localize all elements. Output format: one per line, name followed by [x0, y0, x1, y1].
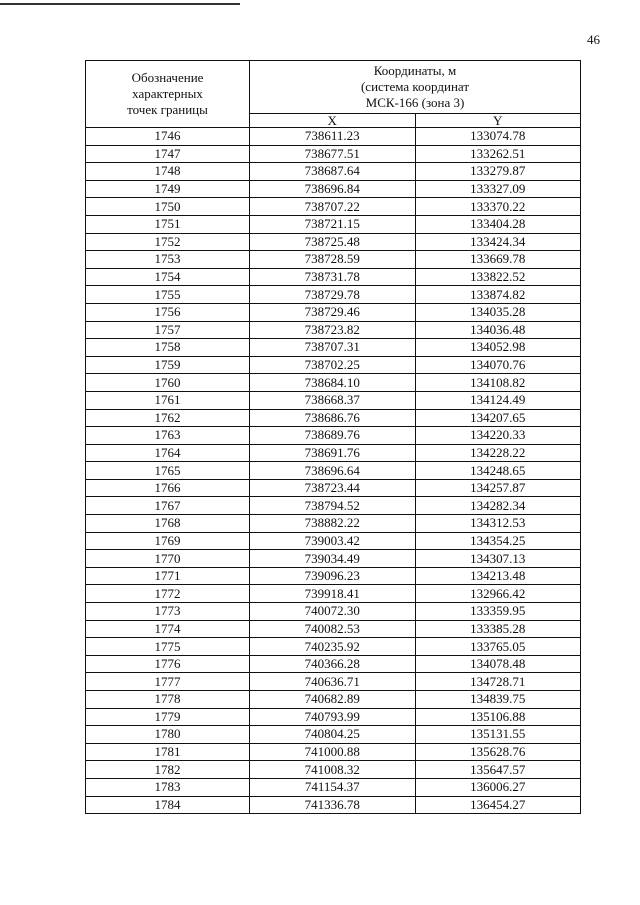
table-row: [86, 673, 581, 691]
point-cell: 1763: [86, 427, 250, 445]
table-row: [86, 444, 581, 462]
x-cell: 741336.78: [250, 796, 416, 814]
table-row: [86, 163, 581, 181]
y-cell: 134220.33: [415, 427, 581, 445]
table-row: [86, 409, 581, 427]
y-cell: 136454.27: [415, 796, 581, 814]
table-row: [86, 532, 581, 550]
x-cell: 738696.84: [250, 180, 416, 198]
y-cell: 133765.05: [415, 638, 581, 656]
x-cell: 740082.53: [250, 620, 416, 638]
table-row: [86, 233, 581, 251]
point-cell: 1765: [86, 462, 250, 480]
x-cell: 738729.46: [250, 303, 416, 321]
x-cell: 739034.49: [250, 550, 416, 568]
point-cell: 1775: [86, 638, 250, 656]
point-cell: 1764: [86, 444, 250, 462]
point-cell: 1748: [86, 163, 250, 181]
x-cell: 738696.64: [250, 462, 416, 480]
y-cell: 134282.34: [415, 497, 581, 515]
point-cell: 1779: [86, 708, 250, 726]
table-row: [86, 567, 581, 585]
table-row: [86, 743, 581, 761]
y-cell: 134052.98: [415, 339, 581, 357]
table-row: [86, 655, 581, 673]
table-row: [86, 180, 581, 198]
x-cell: 738731.78: [250, 268, 416, 286]
x-cell: 740804.25: [250, 726, 416, 744]
page-number: 46: [587, 32, 600, 47]
table-row: [86, 778, 581, 796]
x-cell: 738702.25: [250, 356, 416, 374]
y-cell: 134213.48: [415, 567, 581, 585]
header-coordinates: [250, 61, 581, 114]
y-cell: 134070.76: [415, 356, 581, 374]
y-cell: 135647.57: [415, 761, 581, 779]
y-cell: 135628.76: [415, 743, 581, 761]
point-cell: 1762: [86, 409, 250, 427]
table-row: [86, 374, 581, 392]
point-cell: 1751: [86, 215, 250, 233]
header-x: X: [250, 114, 416, 128]
x-cell: 740793.99: [250, 708, 416, 726]
x-cell: 738686.76: [250, 409, 416, 427]
y-cell: 134354.25: [415, 532, 581, 550]
header-coordinates-line: МСК-166 (зона 3): [365, 95, 465, 110]
table-row: [86, 462, 581, 480]
table-row: [86, 268, 581, 286]
x-cell: 738728.59: [250, 251, 416, 269]
x-cell: 738794.52: [250, 497, 416, 515]
point-cell: 1758: [86, 339, 250, 357]
table-body: [86, 128, 581, 814]
point-cell: 1766: [86, 479, 250, 497]
table-row: [86, 145, 581, 163]
table-row: [86, 198, 581, 216]
point-cell: 1749: [86, 180, 250, 198]
point-cell: 1760: [86, 374, 250, 392]
table-row: [86, 303, 581, 321]
point-cell: 1771: [86, 567, 250, 585]
x-cell: 738707.31: [250, 339, 416, 357]
y-cell: 133385.28: [415, 620, 581, 638]
y-cell: 136006.27: [415, 778, 581, 796]
table-row: [86, 638, 581, 656]
point-cell: 1746: [86, 128, 250, 146]
y-cell: 135131.55: [415, 726, 581, 744]
point-cell: 1780: [86, 726, 250, 744]
x-cell: 740072.30: [250, 603, 416, 621]
x-cell: 738723.82: [250, 321, 416, 339]
table-row: [86, 691, 581, 709]
table-row: [86, 251, 581, 269]
x-cell: 738684.10: [250, 374, 416, 392]
point-cell: 1757: [86, 321, 250, 339]
table-row: [86, 550, 581, 568]
point-cell: 1782: [86, 761, 250, 779]
x-cell: 738677.51: [250, 145, 416, 163]
table-row: [86, 620, 581, 638]
y-cell: 134207.65: [415, 409, 581, 427]
table-header: [86, 61, 581, 128]
table-row: [86, 215, 581, 233]
y-cell: 133822.52: [415, 268, 581, 286]
header-designation: [86, 61, 250, 128]
table-row: [86, 286, 581, 304]
table-row: [86, 356, 581, 374]
table-row: [86, 391, 581, 409]
x-cell: 738729.78: [250, 286, 416, 304]
x-cell: 738723.44: [250, 479, 416, 497]
point-cell: 1768: [86, 515, 250, 533]
y-cell: 134124.49: [415, 391, 581, 409]
x-cell: 738721.15: [250, 215, 416, 233]
y-cell: 135106.88: [415, 708, 581, 726]
x-cell: 738611.23: [250, 128, 416, 146]
y-cell: 134307.13: [415, 550, 581, 568]
y-cell: 134839.75: [415, 691, 581, 709]
point-cell: 1756: [86, 303, 250, 321]
table-row: [86, 708, 581, 726]
point-cell: 1747: [86, 145, 250, 163]
point-cell: 1767: [86, 497, 250, 515]
point-cell: 1778: [86, 691, 250, 709]
table-row: [86, 585, 581, 603]
point-cell: 1774: [86, 620, 250, 638]
point-cell: 1761: [86, 391, 250, 409]
header-designation-line: точек границы: [127, 102, 208, 117]
x-cell: 738725.48: [250, 233, 416, 251]
y-cell: 134312.53: [415, 515, 581, 533]
table-row: [86, 339, 581, 357]
x-cell: 738707.22: [250, 198, 416, 216]
point-cell: 1753: [86, 251, 250, 269]
point-cell: 1769: [86, 532, 250, 550]
y-cell: 134248.65: [415, 462, 581, 480]
table-row: [86, 761, 581, 779]
y-cell: 134728.71: [415, 673, 581, 691]
header-designation-line: Обозначение: [131, 70, 204, 85]
y-cell: 134257.87: [415, 479, 581, 497]
header-coordinates-line: Координаты, м: [373, 63, 457, 78]
x-cell: 740636.71: [250, 673, 416, 691]
header-designation-line: характерных: [132, 86, 203, 101]
y-cell: 134108.82: [415, 374, 581, 392]
header-coordinates-line: (система координат: [360, 79, 470, 94]
table-row: [86, 479, 581, 497]
point-cell: 1750: [86, 198, 250, 216]
point-cell: 1773: [86, 603, 250, 621]
x-cell: 738689.76: [250, 427, 416, 445]
point-cell: 1784: [86, 796, 250, 814]
y-cell: 134228.22: [415, 444, 581, 462]
y-cell: 133327.09: [415, 180, 581, 198]
table-row: [86, 427, 581, 445]
x-cell: 740682.89: [250, 691, 416, 709]
x-cell: 738687.64: [250, 163, 416, 181]
x-cell: 738882.22: [250, 515, 416, 533]
y-cell: 133279.87: [415, 163, 581, 181]
table-row: [86, 796, 581, 814]
point-cell: 1772: [86, 585, 250, 603]
x-cell: 741000.88: [250, 743, 416, 761]
y-cell: 133404.28: [415, 215, 581, 233]
x-cell: 740235.92: [250, 638, 416, 656]
point-cell: 1783: [86, 778, 250, 796]
table-row: [86, 515, 581, 533]
y-cell: 133074.78: [415, 128, 581, 146]
y-cell: 133262.51: [415, 145, 581, 163]
x-cell: 739003.42: [250, 532, 416, 550]
header-row-main: [86, 61, 581, 114]
point-cell: 1781: [86, 743, 250, 761]
table-row: [86, 726, 581, 744]
y-cell: 132966.42: [415, 585, 581, 603]
header-y: Y: [415, 114, 581, 128]
point-cell: 1755: [86, 286, 250, 304]
y-cell: 134036.48: [415, 321, 581, 339]
point-cell: 1754: [86, 268, 250, 286]
top-rule: [0, 3, 240, 5]
table-row: [86, 128, 581, 146]
table-row: [86, 321, 581, 339]
x-cell: 739096.23: [250, 567, 416, 585]
y-cell: 133874.82: [415, 286, 581, 304]
table-row: [86, 603, 581, 621]
y-cell: 133359.95: [415, 603, 581, 621]
x-cell: 738668.37: [250, 391, 416, 409]
x-cell: 739918.41: [250, 585, 416, 603]
point-cell: 1752: [86, 233, 250, 251]
x-cell: 738691.76: [250, 444, 416, 462]
x-cell: 740366.28: [250, 655, 416, 673]
x-cell: 741154.37: [250, 778, 416, 796]
point-cell: 1777: [86, 673, 250, 691]
point-cell: 1776: [86, 655, 250, 673]
table-row: [86, 497, 581, 515]
y-cell: 133424.34: [415, 233, 581, 251]
y-cell: 134078.48: [415, 655, 581, 673]
coordinates-table: [85, 60, 581, 814]
point-cell: 1770: [86, 550, 250, 568]
y-cell: 133370.22: [415, 198, 581, 216]
point-cell: 1759: [86, 356, 250, 374]
y-cell: 133669.78: [415, 251, 581, 269]
x-cell: 741008.32: [250, 761, 416, 779]
y-cell: 134035.28: [415, 303, 581, 321]
